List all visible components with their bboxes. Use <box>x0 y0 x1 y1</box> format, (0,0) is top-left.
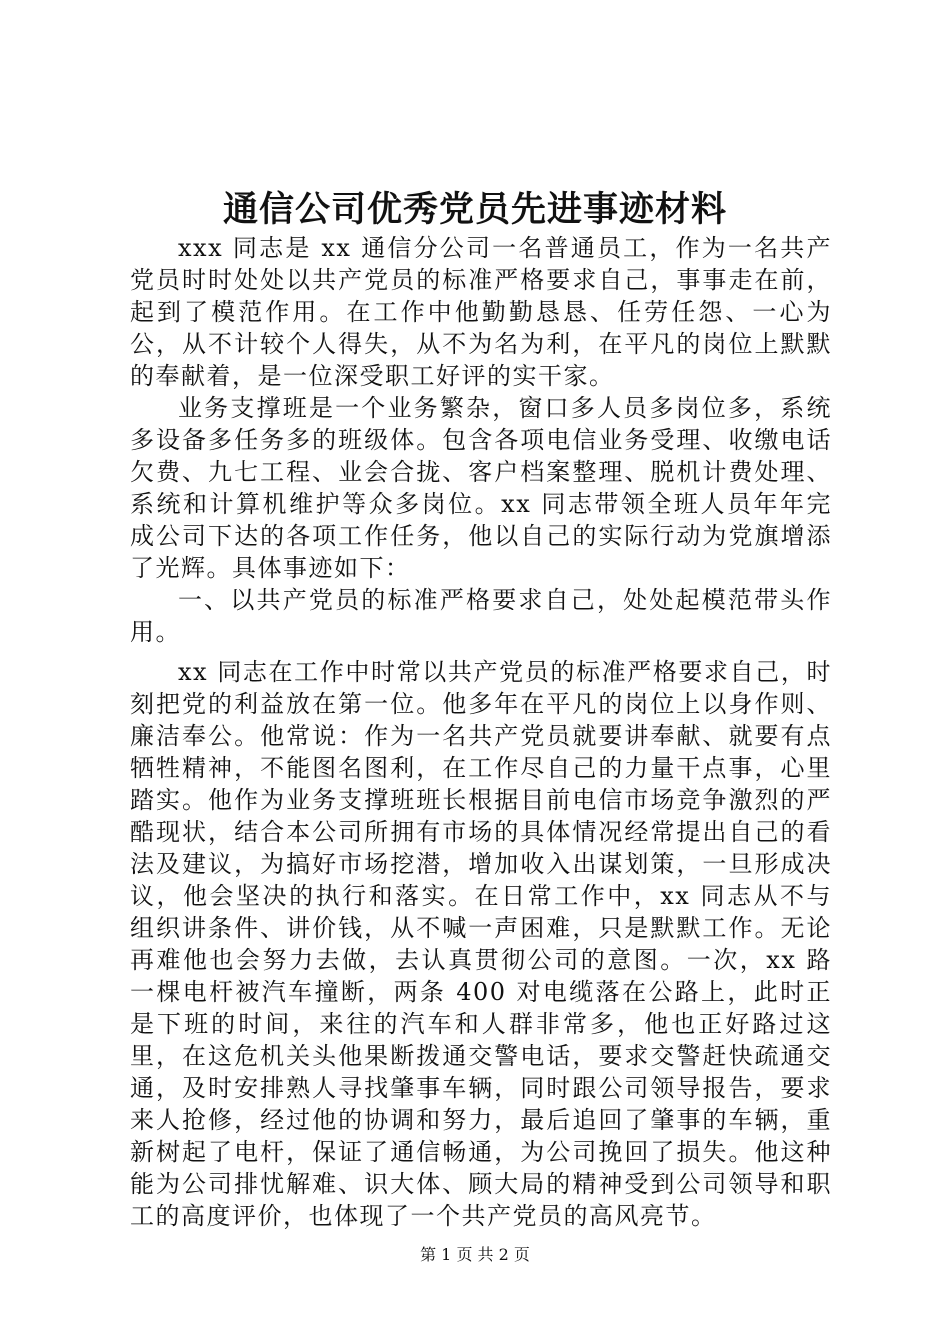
document-body <box>130 232 832 1232</box>
page-title: 通信公司优秀党员先进事迹材料 <box>222 189 727 230</box>
paragraph-intro: xxx 同志是 xx 通信分公司一名普通员工，作为一名共产党员时时处处以共产党员的标准严格要求自己，事事走在前，起到了模范作用。在工作中他勤勤恳恳、任劳任怨、一心为公，从不计较个人得失，从不为名为利，在平凡的岗位上默默的奉献着，是一位深受职工好评的实干家。 <box>130 234 832 390</box>
page-number-footer: 第 1 页 共 2 页 <box>420 1245 530 1264</box>
paragraph-team: 业务支撑班是一个业务繁杂，窗口多人员多岗位多，系统多设备多任务多的班级体。包含各项电信业务受理、收缴电话欠费、九七工程、业会合拢、客户档案整理、脱机计费处理、系统和计算机维护等众多岗位。xx 同志带领全班人员年年完成公司下达的各项工作任务，他以自己的实际行动为党旗增添了光辉。具体事迹如下： <box>130 394 832 582</box>
section-heading-one: 一、以共产党员的标准严格要求自己，处处起模范带头作用。 <box>130 586 832 646</box>
paragraph-deeds: xx 同志在工作中时常以共产党员的标准严格要求自己，时刻把党的利益放在第一位。他多年在平凡的岗位上以身作则、廉洁奉公。他常说：作为一名共产党员就要讲奉献、就要有点牺牲精神，不能图名图利，在工作尽自己的力量干点事，心里踏实。他作为业务支撑班班长根据目前电信市场竞争激烈的严酷现状，结合本公司所拥有市场的具体情况经常提出自己的看法及建议，为搞好市场挖潜，增加收入出谋划策，一旦形成决议，他会坚决的执行和落实。在日常工作中，xx 同志从不与组织讲条件、讲价钱，从不喊一声困难，只是默默工作。无论再难他也会努力去做，去认真贯彻公司的意图。一次，xx 路一棵电杆被汽车撞断，两条 400 对电缆落在公路上，此时正是下班的时间，来往的汽车和人群非常多，他也正好路过这里，在这危机关头他果断拨通交警电话，要求交警赶快疏通交通，及时安排熟人寻找肇事车辆，同时跟公司领导报告，要求来人抢修，经过他的协调和努力，最后追回了肇事的车辆，重新树起了电杆，保证了通信畅通，为公司挽回了损失。他这种能为公司排忧解难、识大体、顾大局的精神受到公司领导和职工的高度评价，也体现了一个共产党员的高风亮节。 <box>130 658 832 1230</box>
